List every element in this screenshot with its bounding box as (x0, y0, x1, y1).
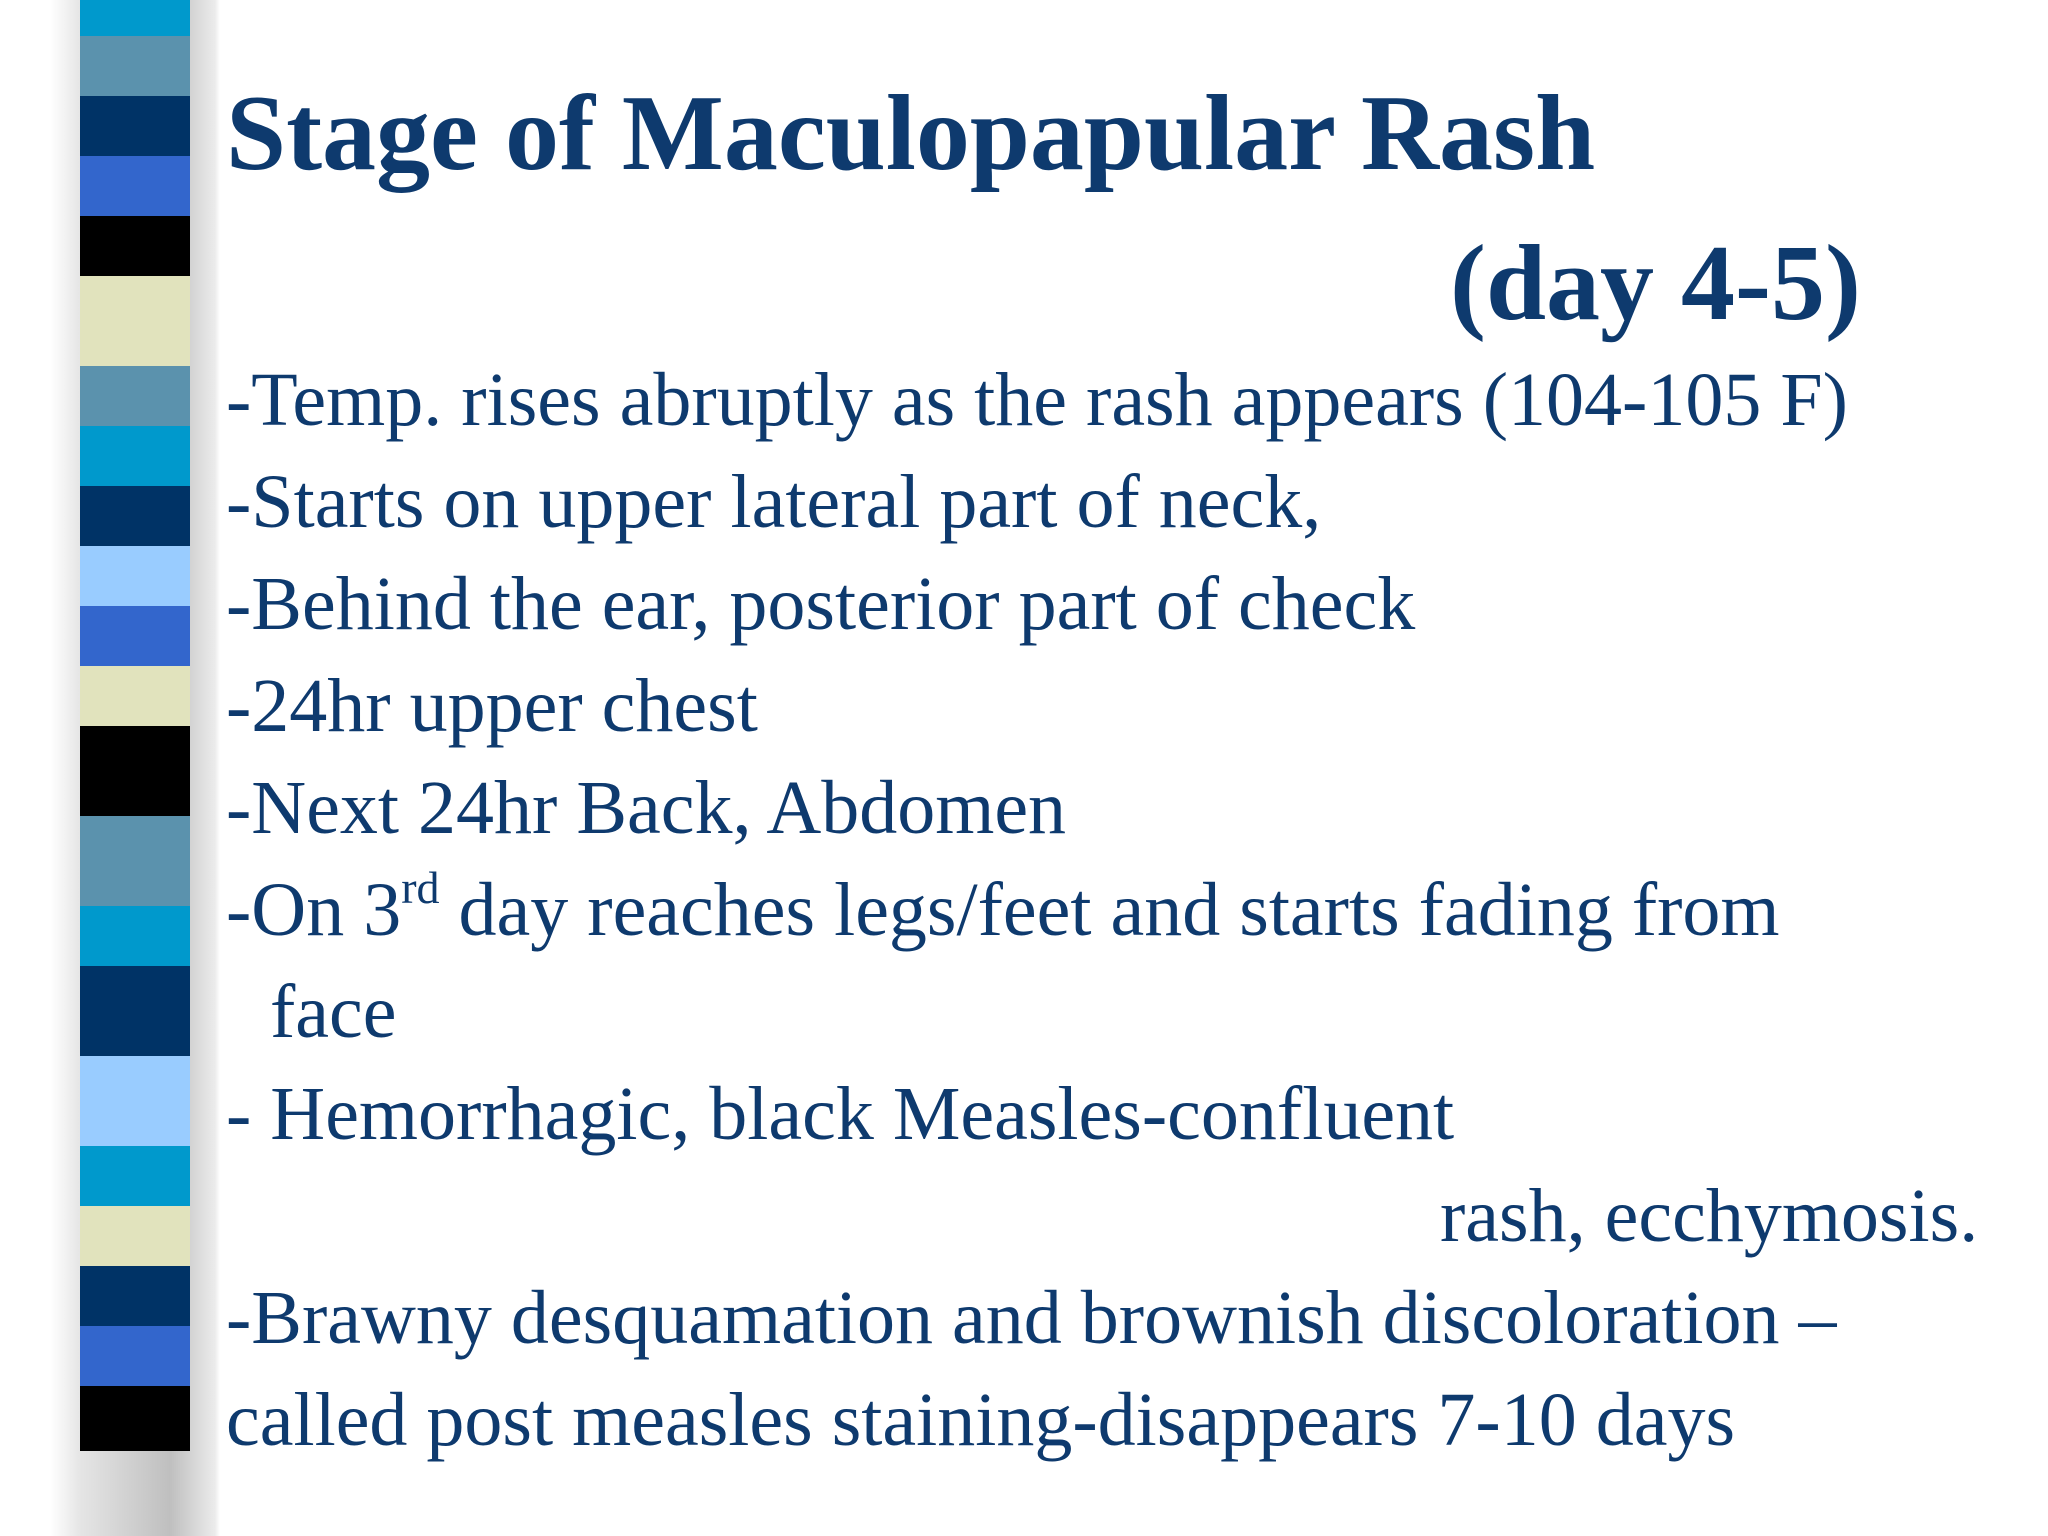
bullet-staining: called post measles staining-disappears 7-10 days (226, 1378, 1736, 1462)
stripe-band (80, 816, 190, 906)
stripe-band (80, 1146, 190, 1206)
bullet-third-day-continued: face (270, 970, 397, 1054)
stripe-band (80, 1386, 190, 1451)
stripe-band (80, 1326, 190, 1386)
stripe-band (80, 426, 190, 486)
bullet-third-day (226, 862, 1780, 952)
bullet-back: -Next 24hr Back, Abdomen (226, 766, 1067, 850)
bullet-hemorrhagic-continued: rash, ecchymosis. (1440, 1174, 1979, 1258)
stripe-band (80, 726, 190, 816)
stripe-band (80, 36, 190, 96)
slide-title: Stage of Maculopapular Rash (226, 74, 1596, 193)
stripe-band (80, 546, 190, 606)
bullet-ear: -Behind the ear, posterior part of check (226, 562, 1416, 646)
bullet-third-day-suffix: day reaches legs/feet and starts fading from (439, 868, 1780, 952)
bullet-neck: -Starts on upper lateral part of neck, (226, 460, 1322, 544)
stripe-band (80, 606, 190, 666)
bullet-third-day-prefix: -On 3 (226, 868, 402, 952)
bullet-temp: -Temp. rises abruptly as the rash appears (104-105 F) (226, 358, 1848, 442)
stripe-band (80, 96, 190, 156)
stripe-band (80, 966, 190, 1056)
bullet-desquamation: -Brawny desquamation and brownish discoloration – (226, 1276, 1837, 1360)
bullet-hemorrhagic: - Hemorrhagic, black Measles-confluent (226, 1072, 1455, 1156)
stripe-band (80, 216, 190, 276)
bullet-third-day-sup: rd (401, 862, 440, 913)
decorative-stripe-bar (80, 0, 190, 1536)
stripe-band (80, 276, 190, 366)
stripe-band (80, 486, 190, 546)
stripe-band (80, 156, 190, 216)
stripe-band (80, 366, 190, 426)
stripe-band (80, 1056, 190, 1146)
stripe-band (80, 1206, 190, 1266)
bullet-chest: -24hr upper chest (226, 664, 758, 748)
stripe-band (80, 1266, 190, 1326)
stripe-band (80, 0, 190, 36)
stripe-band (80, 906, 190, 966)
stripe-band (80, 666, 190, 726)
slide-subtitle: (day 4-5) (1450, 224, 1861, 343)
